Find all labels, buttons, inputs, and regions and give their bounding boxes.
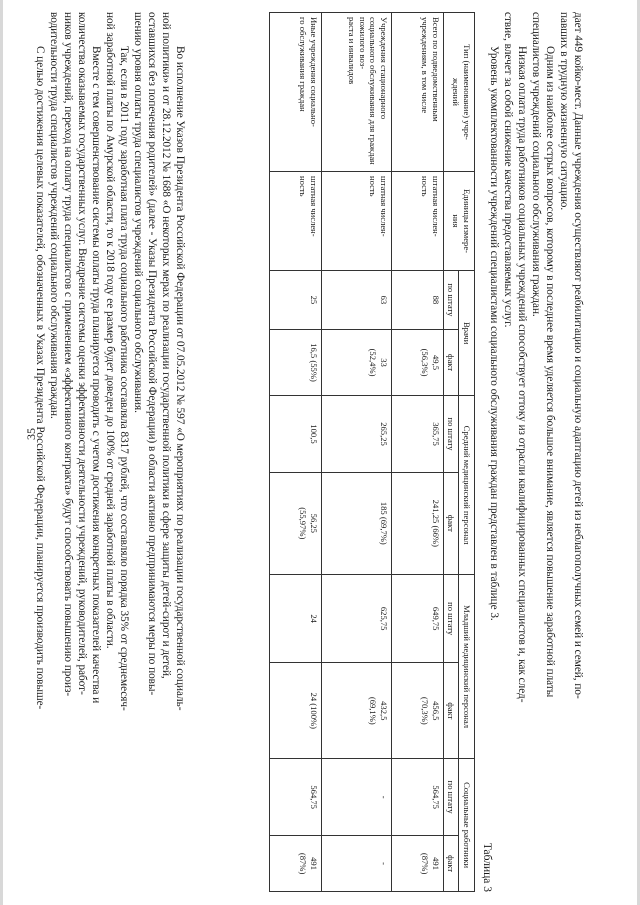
scan-edge-left: [0, 0, 3, 905]
intro-line: ствие, влечет за собой снижение качества предоставляемых услуг.: [502, 12, 514, 328]
table-row: [392, 13, 444, 892]
body-line: С целью достижения целевых показателей, обозначенных в Указах Президента Российской Федерации, планируется производить повыше-: [34, 46, 46, 710]
body-line: Вместе с тем совершенствование системы оплаты труда планируется проводить с учетом достижения конкретных показателей качества и: [90, 46, 102, 704]
body-line: водительности труда специалистов учреждений социального обслуживания граждан.: [48, 12, 60, 419]
subheader-fact: факт: [444, 836, 460, 892]
subheader-fact: факт: [444, 472, 460, 574]
header-group: Младший медицинский персонал: [459, 574, 475, 758]
cell-value: 365,75: [392, 396, 444, 472]
cell-value: -: [322, 759, 392, 836]
intro-line: Низкая оплата труда работников социальных учреждений способствует оттоку из отрасли квалифицированных специалистов и, как след-: [516, 46, 528, 703]
cell-value: 88: [392, 271, 444, 330]
cell-unit: штатная числен- ность: [270, 172, 322, 271]
cell-value: 63: [322, 271, 392, 330]
cell-value: 241,25 (66%): [392, 472, 444, 574]
cell-type: Всего по подведомственным учреждениям, в том числе: [392, 13, 444, 172]
cell-value: 491 (87%): [270, 836, 322, 892]
subheader-plan: по штату: [444, 759, 460, 836]
rotated-page-content: [30, 12, 585, 892]
subheader-plan: по штату: [444, 271, 460, 330]
subheader-fact: факт: [444, 329, 460, 396]
cell-value: 625,75: [322, 574, 392, 662]
subheader-plan: по штату: [444, 574, 460, 662]
intro-line: специалистов учреждений социального обслуживания граждан.: [530, 12, 542, 317]
body-line: ной заработной платы по Амурской области, то к 2018 году ее размер будет доведен до 100% от средней заработной платы в области.: [104, 12, 116, 649]
table-row: [322, 13, 392, 892]
cell-value: 649,75: [392, 574, 444, 662]
header-group: Врачи: [459, 271, 475, 396]
cell-value: 185 (69,7%): [322, 472, 392, 574]
cell-value: 564,75: [270, 759, 322, 836]
cell-value: 24: [270, 574, 322, 662]
cell-value: -: [322, 836, 392, 892]
cell-unit: штатная числен- ность: [392, 172, 444, 271]
table-row: [270, 13, 322, 892]
intro-line: павших в трудную жизненную ситуацию.: [558, 12, 570, 211]
cell-value: 56,25 (55,97%): [270, 472, 322, 574]
body-line: ников учреждений, переход на оплату труда специалистов с применением «эффективного контракта» будут способствовать повышению произ-: [62, 12, 74, 697]
table-caption: Таблица 3: [481, 842, 493, 892]
cell-value: 49,5 (56,3%): [392, 329, 444, 396]
body-line: Во исполнение Указов Президента Российской Федерации от 07.05.2012 № 597 «О мероприятиях по реализации государственной социаль-: [174, 46, 186, 711]
body-line: шению уровня оплаты труда специалистов учреждений социального обслуживания.: [132, 12, 144, 413]
cell-value: 491 (87%): [392, 836, 444, 892]
cell-value: 25: [270, 271, 322, 330]
intro-line: Уровень укомплектованности учреждений специалистами социального обслуживания граждан представлен в таблице 3.: [488, 46, 500, 621]
subheader-fact: факт: [444, 663, 460, 759]
cell-type: Учреждения стационарного социального обслуживания для граждан пожилого воз- раста и инвалидов: [322, 13, 392, 172]
cell-value: 265,25: [322, 396, 392, 472]
cell-value: 456,5 (70,3%): [392, 663, 444, 759]
body-line: ной политики» и от 28.12.2012 № 1688 «О некоторых мерах по реализации государственной политики в сфере защиты детей-сирот и детей,: [160, 12, 172, 679]
cell-value: 564,75: [392, 759, 444, 836]
cell-unit: штатная числен- ность: [322, 172, 392, 271]
body-line: количества оказываемых государственных услуг. Внедрение системы оценки эффективности деятельности учреждений, руководителей, работ-: [76, 12, 88, 695]
staffing-table: [269, 12, 475, 892]
cell-type: Иные учреждения социально- го обслуживания граждан: [270, 13, 322, 172]
intro-line: Одним из наиболее острых вопросов, которому в последнее время уделяется большое внимание, является повышение заработной платы: [544, 46, 556, 698]
cell-value: 24 (100%): [270, 663, 322, 759]
cell-value: 33 (52,4%): [322, 329, 392, 396]
intro-line: дает 449 койко-мест. Данные учреждения осуществляют реабилитацию и социальную адаптацию детей из неблагополучных семей и семей, по-: [572, 12, 584, 699]
cell-value: 16,5 (55%): [270, 329, 322, 396]
body-line: Так, если в 2011 году заработная плата труда социального работника составляла 8317 рублей, что составляло порядка 35% от среднемесяч-: [118, 46, 130, 711]
table-header-row: [459, 13, 475, 892]
header-type: Тип (наименование) учре- ждений: [444, 13, 475, 172]
header-unit: Единицы измере- ния: [444, 172, 475, 271]
cell-value: 100,5: [270, 396, 322, 472]
header-group: Средний медицинский персонал: [459, 396, 475, 575]
header-group: Социальные работники: [459, 759, 475, 892]
cell-value: 432,5 (69,1%): [322, 663, 392, 759]
body-line: оставшихся без попечения родителей» (далее - Указы Президента Российской Федерации) в области активно предпринимаются меры по повы-: [146, 12, 158, 696]
page-number: 35: [24, 428, 38, 440]
subheader-plan: по штату: [444, 396, 460, 472]
